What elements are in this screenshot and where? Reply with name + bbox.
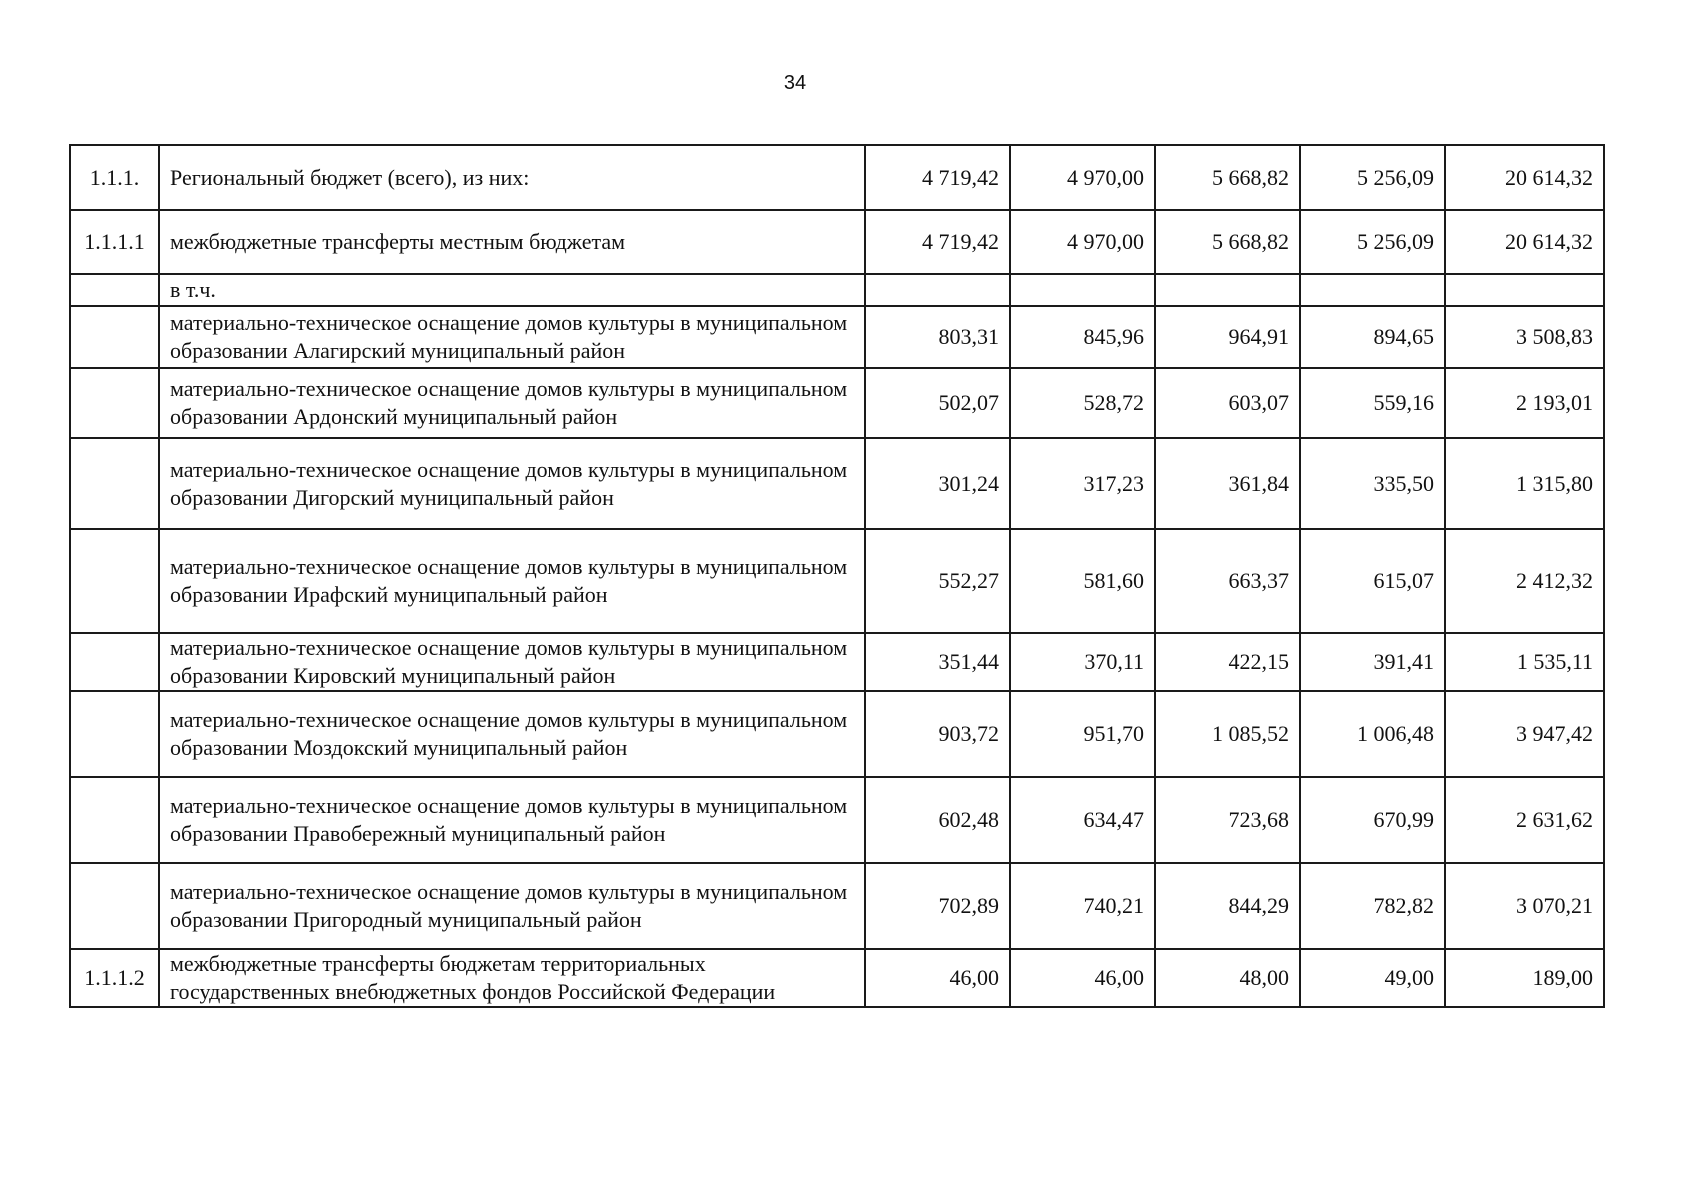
row-description: материально-техническое оснащение домов культуры в муниципальном образовании Ирафский муниципальный район <box>159 529 865 633</box>
row-description: в т.ч. <box>159 274 865 306</box>
table-row <box>70 438 1604 529</box>
row-value: 663,37 <box>1155 529 1300 633</box>
row-description: материально-техническое оснащение домов культуры в муниципальном образовании Дигорский муниципальный район <box>159 438 865 529</box>
row-value: 903,72 <box>865 691 1010 777</box>
row-total: 20 614,32 <box>1445 145 1604 210</box>
row-total: 3 947,42 <box>1445 691 1604 777</box>
row-value: 391,41 <box>1300 633 1445 691</box>
row-code <box>70 777 159 863</box>
row-code <box>70 368 159 438</box>
row-value: 723,68 <box>1155 777 1300 863</box>
row-value: 46,00 <box>1010 949 1155 1007</box>
row-value: 370,11 <box>1010 633 1155 691</box>
row-total: 189,00 <box>1445 949 1604 1007</box>
row-value: 951,70 <box>1010 691 1155 777</box>
budget-table <box>69 144 1605 1008</box>
row-value: 964,91 <box>1155 306 1300 368</box>
row-total: 2 412,32 <box>1445 529 1604 633</box>
table-row <box>70 633 1604 691</box>
row-value: 317,23 <box>1010 438 1155 529</box>
row-code <box>70 691 159 777</box>
row-value: 301,24 <box>865 438 1010 529</box>
row-value: 559,16 <box>1300 368 1445 438</box>
page-number: 34 <box>783 72 807 94</box>
table-row <box>70 145 1604 210</box>
row-value: 1 006,48 <box>1300 691 1445 777</box>
row-description: межбюджетные трансферты местным бюджетам <box>159 210 865 274</box>
row-description: материально-техническое оснащение домов культуры в муниципальном образовании Ардонский муниципальный район <box>159 368 865 438</box>
row-description: Региональный бюджет (всего), из них: <box>159 145 865 210</box>
row-value: 422,15 <box>1155 633 1300 691</box>
table-row <box>70 368 1604 438</box>
row-value: 552,27 <box>865 529 1010 633</box>
row-value: 4 719,42 <box>865 210 1010 274</box>
row-total: 1 535,11 <box>1445 633 1604 691</box>
row-value: 803,31 <box>865 306 1010 368</box>
row-value: 4 970,00 <box>1010 145 1155 210</box>
row-value: 48,00 <box>1155 949 1300 1007</box>
row-value: 634,47 <box>1010 777 1155 863</box>
row-total: 20 614,32 <box>1445 210 1604 274</box>
row-value: 46,00 <box>865 949 1010 1007</box>
table-row <box>70 691 1604 777</box>
row-value: 581,60 <box>1010 529 1155 633</box>
table-row <box>70 777 1604 863</box>
row-code <box>70 529 159 633</box>
row-code: 1.1.1.2 <box>70 949 159 1007</box>
row-code: 1.1.1. <box>70 145 159 210</box>
row-total: 2 193,01 <box>1445 368 1604 438</box>
row-value: 335,50 <box>1300 438 1445 529</box>
row-total <box>1445 274 1604 306</box>
table-row <box>70 529 1604 633</box>
row-value: 5 256,09 <box>1300 145 1445 210</box>
row-code <box>70 274 159 306</box>
row-value: 615,07 <box>1300 529 1445 633</box>
row-value: 740,21 <box>1010 863 1155 949</box>
row-total: 3 070,21 <box>1445 863 1604 949</box>
row-description: материально-техническое оснащение домов культуры в муниципальном образовании Кировский муниципальный район <box>159 633 865 691</box>
table-row <box>70 210 1604 274</box>
row-value: 5 256,09 <box>1300 210 1445 274</box>
row-value: 670,99 <box>1300 777 1445 863</box>
row-total: 1 315,80 <box>1445 438 1604 529</box>
row-code <box>70 438 159 529</box>
row-value: 502,07 <box>865 368 1010 438</box>
row-value: 782,82 <box>1300 863 1445 949</box>
row-value: 894,65 <box>1300 306 1445 368</box>
row-value: 702,89 <box>865 863 1010 949</box>
row-value: 361,84 <box>1155 438 1300 529</box>
row-code: 1.1.1.1 <box>70 210 159 274</box>
row-value: 528,72 <box>1010 368 1155 438</box>
table-row <box>70 949 1604 1007</box>
table-row <box>70 306 1604 368</box>
row-value: 602,48 <box>865 777 1010 863</box>
row-description: материально-техническое оснащение домов культуры в муниципальном образовании Пригородный муниципальный район <box>159 863 865 949</box>
row-value: 351,44 <box>865 633 1010 691</box>
row-value <box>865 274 1010 306</box>
row-value: 845,96 <box>1010 306 1155 368</box>
row-description: материально-техническое оснащение домов культуры в муниципальном образовании Моздокский муниципальный район <box>159 691 865 777</box>
row-code <box>70 306 159 368</box>
row-value: 844,29 <box>1155 863 1300 949</box>
table-row <box>70 863 1604 949</box>
table-row <box>70 274 1604 306</box>
row-description: материально-техническое оснащение домов культуры в муниципальном образовании Правобережный муниципальный район <box>159 777 865 863</box>
row-value <box>1300 274 1445 306</box>
row-total: 3 508,83 <box>1445 306 1604 368</box>
row-description: межбюджетные трансферты бюджетам территориальных государственных внебюджетных фондов Российской Федерации <box>159 949 865 1007</box>
row-value <box>1155 274 1300 306</box>
row-value: 5 668,82 <box>1155 145 1300 210</box>
row-value: 49,00 <box>1300 949 1445 1007</box>
row-code <box>70 863 159 949</box>
row-value: 4 719,42 <box>865 145 1010 210</box>
row-value: 603,07 <box>1155 368 1300 438</box>
row-description: материально-техническое оснащение домов культуры в муниципальном образовании Алагирский муниципальный район <box>159 306 865 368</box>
row-code <box>70 633 159 691</box>
row-total: 2 631,62 <box>1445 777 1604 863</box>
row-value: 1 085,52 <box>1155 691 1300 777</box>
row-value: 5 668,82 <box>1155 210 1300 274</box>
row-value <box>1010 274 1155 306</box>
row-value: 4 970,00 <box>1010 210 1155 274</box>
